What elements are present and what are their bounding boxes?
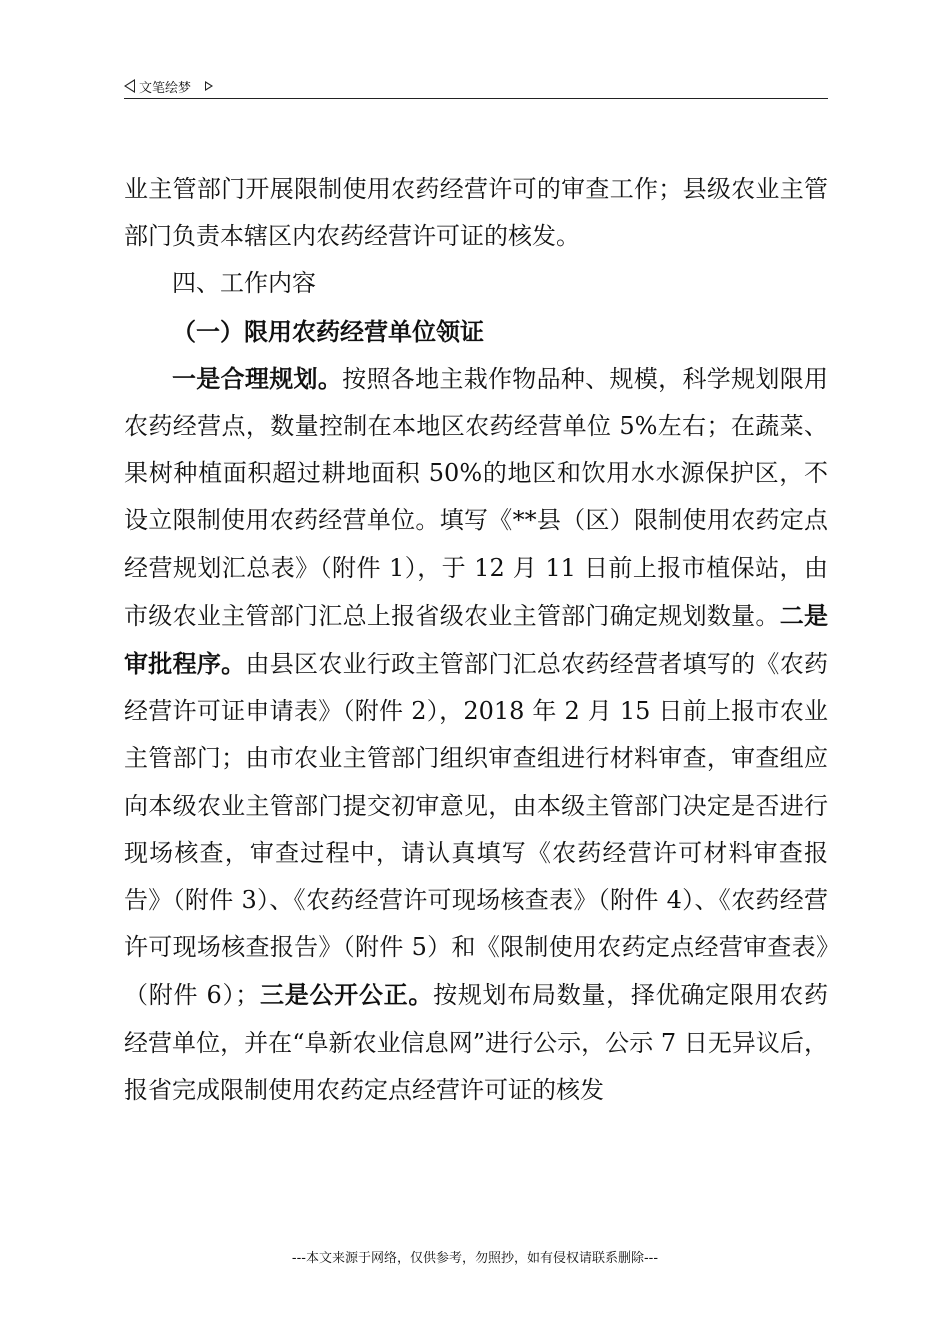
text-approval: 由县区农业行政主管部门汇总农药经营者填写的《农药经营许可证申请表》（附件 2），2018 年 2 月 15 日前上报市农业主管部门；由市农业主管部门组织审查组进行材料审查，审查组应向本级农业主管部门提交初审意见，由本级主管部门决定是否进行现场核查，审查过程中，请认真填写《农药经营许可材料审查报告》（附件 3）、《农药经营许可现场核查表》（附件 4）、《农药经营许可现场核查报告》（附件 5）和《限制使用农药定点经营审查表》（附件 6）；	[124, 650, 829, 1010]
header-title: 文笔绘梦	[139, 80, 192, 96]
triangle-right-icon	[205, 81, 213, 91]
lead-phrase-fairness: 三是公开公正。	[259, 980, 434, 1010]
triangle-left-icon	[124, 79, 135, 93]
paragraph-main	[124, 355, 828, 1114]
header-divider	[124, 98, 828, 99]
text-fairness: 按规划布局数量，择优确定限用农药经营单位，并在“阜新农业信息网”进行公示，公示 7 日无异议后，报省完成限制使用农药定点经营许可证的核发	[124, 981, 829, 1104]
section-heading: 四、工作内容	[172, 269, 316, 298]
lead-phrase-approval: 二是审批程序。	[124, 600, 829, 679]
page-footer-note: ---本文来源于网络，仅供参考，勿照抄，如有侵权请联系删除---	[291, 1251, 659, 1266]
text-planning: 按照各地主栽作物品种、规模，科学规划限用农药经营点，数量控制在本地区农药经营单位 5%左右；在蔬菜、果树种植面积超过耕地面积 50%的地区和饮用水水源保护区，不设立限制使用农药经营单位。填写《**县（区）限制使用农药定点经营规划汇总表》（附件 1），于 12 月 11 日前上报市植保站，由市级农业主管部门汇总上报省级农业主管部门确定规划数量。	[124, 364, 829, 630]
lead-phrase-planning: 一是合理规划。	[172, 363, 343, 393]
page-header	[124, 74, 828, 98]
subsection-heading: （一）限用农药经营单位领证	[172, 316, 484, 346]
paragraph-continuation: 业主管部门开展限制使用农药经营许可的审查工作；县级农业主管部门负责本辖区内农药经营许可证的核发。	[124, 175, 828, 251]
document-body	[124, 166, 828, 1114]
